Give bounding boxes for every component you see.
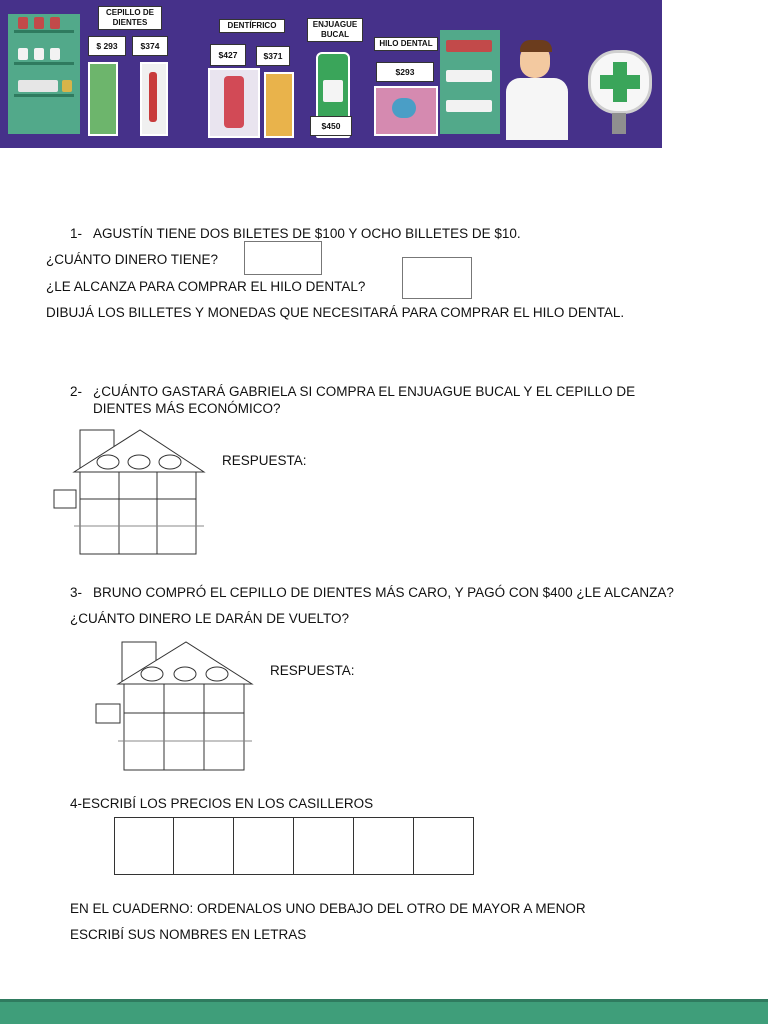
q3-number: 3- [70,585,83,600]
pharmacy-cross-icon [588,50,652,114]
q3-line1: BRUNO COMPRÓ EL CEPILLO DE DIENTES MÁS CARO, Y PAGÓ CON $400 ¿LE ALCANZA? [93,585,674,600]
toothpaste-product-1 [208,68,260,138]
q2-place-value-house [50,428,210,558]
footer-line2: ESCRIBÍ SUS NOMBRES EN LETRAS [70,927,307,942]
toothbrush-product-2 [140,62,168,136]
side-box[interactable] [96,704,120,723]
footer-line1: EN EL CUADERNO: ORDENALOS UNO DEBAJO DEL OTRO DE MAYOR A MENOR [70,901,586,916]
toothbrush-product-1 [88,62,118,136]
q1-statement: AGUSTÍN TIENE DOS BILETES DE $100 Y OCHO BILLETES DE $10. [93,226,521,241]
house-grid [124,684,244,770]
q3-place-value-house [92,640,256,774]
pharmacist-body [506,78,568,140]
price-box[interactable] [294,817,354,875]
price-box[interactable] [114,817,174,875]
house-grid [80,472,196,554]
toothpaste-product-2 [264,72,294,138]
roof-circle-d [128,455,150,469]
q2-answer-label: RESPUESTA: [222,453,307,468]
q1-ask-enough: ¿LE ALCANZA PARA COMPRAR EL HILO DENTAL? [46,279,366,294]
q2-number: 2- [70,384,83,399]
q1-ask-total: ¿CUÁNTO DINERO TIENE? [46,252,219,267]
roof-circle-d [174,667,196,681]
floss-product [374,86,438,136]
price-cepillo-1: $ 293 [88,36,126,56]
roof-circle-c [141,667,163,681]
q2-line2: DIENTES MÁS ECONÓMICO? [93,401,281,416]
q4-title: 4-ESCRIBÍ LOS PRECIOS EN LOS CASILLEROS [70,796,374,811]
price-enjuague: $450 [310,116,352,136]
roof-circle-u [206,667,228,681]
price-box[interactable] [414,817,474,875]
label-enjuague: ENJUAGUE BUCAL [307,18,363,42]
price-dentifrico-1: $427 [210,44,246,66]
q1-enough-answer-box[interactable] [402,257,472,299]
pharmacy-banner [0,0,662,148]
label-cepillo: CEPILLO DE DIENTES [98,6,162,30]
q1-total-answer-box[interactable] [244,241,322,275]
price-hilo: $293 [376,62,434,82]
price-dentifrico-2: $371 [256,46,290,66]
side-box[interactable] [54,490,76,508]
roof-circle-c [97,455,119,469]
q3-line2: ¿CUÁNTO DINERO LE DARÁN DE VUELTO? [70,611,350,626]
roof-circle-u [159,455,181,469]
label-hilo: HILO DENTAL [374,37,438,51]
q1-draw-instruction: DIBUJÁ LOS BILLETES Y MONEDAS QUE NECESITARÁ PARA COMPRAR EL HILO DENTAL. [46,305,625,320]
price-boxes [114,817,476,875]
price-box[interactable] [174,817,234,875]
price-box[interactable] [234,817,294,875]
q3-answer-label: RESPUESTA: [270,663,355,678]
price-box[interactable] [354,817,414,875]
price-cepillo-2: $374 [132,36,168,56]
q2-line1: ¿CUÁNTO GASTARÁ GABRIELA SI COMPRA EL ENJUAGUE BUCAL Y EL CEPILLO DE [93,384,636,399]
q1-number: 1- [70,226,83,241]
label-dentifrico: DENTÍFRICO [219,19,285,33]
